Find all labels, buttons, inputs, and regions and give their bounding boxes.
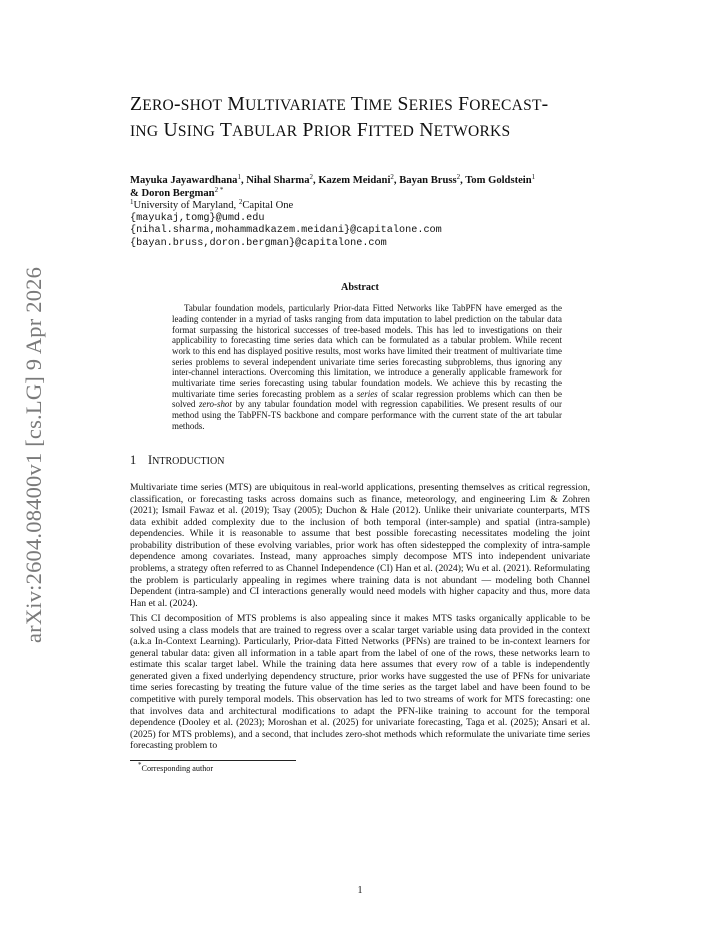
affiliations: $^1$University of Maryland, $^2$Capital One [130, 198, 294, 211]
page-number: 1 [357, 885, 363, 896]
section-title: INTRODUCTION [148, 453, 225, 468]
intro-paragraph-1: Multivariate time series (MTS) are ubiquitous in real-world applications, presenting themselves as critical regression, classification, or forecasting tasks across domains such as finance, meteorology, and engineering Lim & Zohren (2021); Ismail Fawaz et al. (2019); Tsay (2005); Duchon & Hale (2012). Unlike their univariate counterparts, MTS data exhibit added complexity due to the inclusion of both temporal (inter-sample) and spatial (intra-sample) dependencies. While it is reasonable to assume that best possible forecasting necessitates modeling the joint probability distribution of these evolving variables, prior work has often sidestepped the complexity of intra-sample dependence among covariates. Instead, many approaches simply decompose MTS into independent univariate problems, a strategy often referred to as Channel Independence (CI) Han et al. (2024); Wu et al. (2021). Reformulating the problem is particularly appealing in regimes where training data is not abundant — modeling both Channel Dependent (intra-sample) and CI interactions generally would need models with higher capacity and thus, more data Han et al. (2024). [130, 482, 590, 609]
section-heading-introduction [130, 453, 590, 469]
email-line[interactable]: {nihal.sharma,mohammadkazem.meidani}@capitalone.com [130, 225, 442, 237]
affiliation-1: University of Maryland, [133, 200, 239, 211]
affiliation-2: Capital One [242, 200, 294, 211]
author-list: Mayuka Jayawardhana$^1$, Nihal Sharma$^2$, Kazem Meidani$^2$, Bayan Bruss$^2$, Tom Goldstein$^1$ & Doron Bergman$^{2 *}$ [130, 173, 536, 199]
section-number: 1 [130, 453, 137, 468]
abstract-heading: Abstract [341, 282, 379, 294]
arxiv-identifier: arXiv:2604.08400v1 [cs.LG] 9 Apr 2026 [21, 266, 47, 644]
footnote: *Corresponding author [138, 760, 214, 773]
abstract-text: Tabular foundation models, particularly Prior-data Fitted Networks like TabPFN have emerged as the leading contender in a myriad of tasks ranging from data imputation to label prediction on the tabular data format surpassing the historical successes of tree-based models. This has led to investigations on their applicability to forecasting time series data which can be formulated as a tabular problem. While recent work to this end has displayed positive results, most works have limited their treatment of multivariate time series problems to several independent univariate time series forecasting subproblems, thus ignoring any inter-channel interactions. Overcoming this limitation, we introduce a generally applicable framework for multivariate time series forecasting using tabular foundation models. We achieve this by recasting the multivariate time series forecasting problem as a series of scalar regression problems which can then be solved zero-shot by any tabular foundation model with regression capabilities. We present results of our method using the TabPFN-TS backbone and compare performance with the current state of the art tabular methods. [172, 303, 562, 431]
author: Bayan Bruss$^2$ [399, 173, 461, 186]
paper-title [130, 92, 590, 144]
arxiv-identifier-stamp [18, 265, 50, 645]
author: Tom Goldstein$^1$ [465, 173, 536, 186]
author: Mayuka Jayawardhana$^1$ [130, 173, 241, 186]
email-line[interactable]: {mayukaj,tomg}@umd.edu [130, 212, 265, 224]
paper-page [130, 92, 590, 774]
author: Nihal Sharma$^2$ [246, 173, 314, 186]
author: & Doron Bergman$^{2 *}$ [130, 185, 224, 199]
email-line[interactable]: {bayan.bruss,doron.bergman}@capitalone.com [130, 237, 387, 249]
title-line-2: ING USING TABULAR PRIOR FITTED NETWORKS [130, 120, 511, 141]
author: Kazem Meidani$^2$ [318, 173, 394, 186]
email-list [130, 213, 590, 251]
intro-paragraph-2: This CI decomposition of MTS problems is also appealing since it makes MTS tasks organically applicable to be solved using a class models that are trained to regress over a scalar target variable using data provided in the context (a.k.a In-Context Learning). Particularly, Prior-data Fitted Networks (PFNs) are trained to be in-context learners for general tabular data: given all information in a table apart from the label of one of the rows, these networks learn to estimate this scalar target label. While the training data here assumes that every row of a table is independently generated given a fixed underlying dependency structure, prior works have suggested the use of PFNs for univariate time series forecasting by treating the future value of the time series as the target label and have been found to be competitive with purely temporal models. This observation has led to two streams of work for MTS forecasting: one that involves data and architectural modifications to adapt the PFN-like training to account for the temporal dependence (Dooley et al. (2023); Moroshan et al. (2025) for univariate forecasting, Taga et al. (2025); Ansari et al. (2025) for MTS problems), and a second, that includes zero-shot methods which reformulate the univariate time series forecasting problem to [130, 613, 590, 752]
footnote-divider [130, 760, 296, 761]
title-line-1: ZERO-SHOT MULTIVARIATE TIME SERIES FORECAST- [130, 94, 549, 115]
